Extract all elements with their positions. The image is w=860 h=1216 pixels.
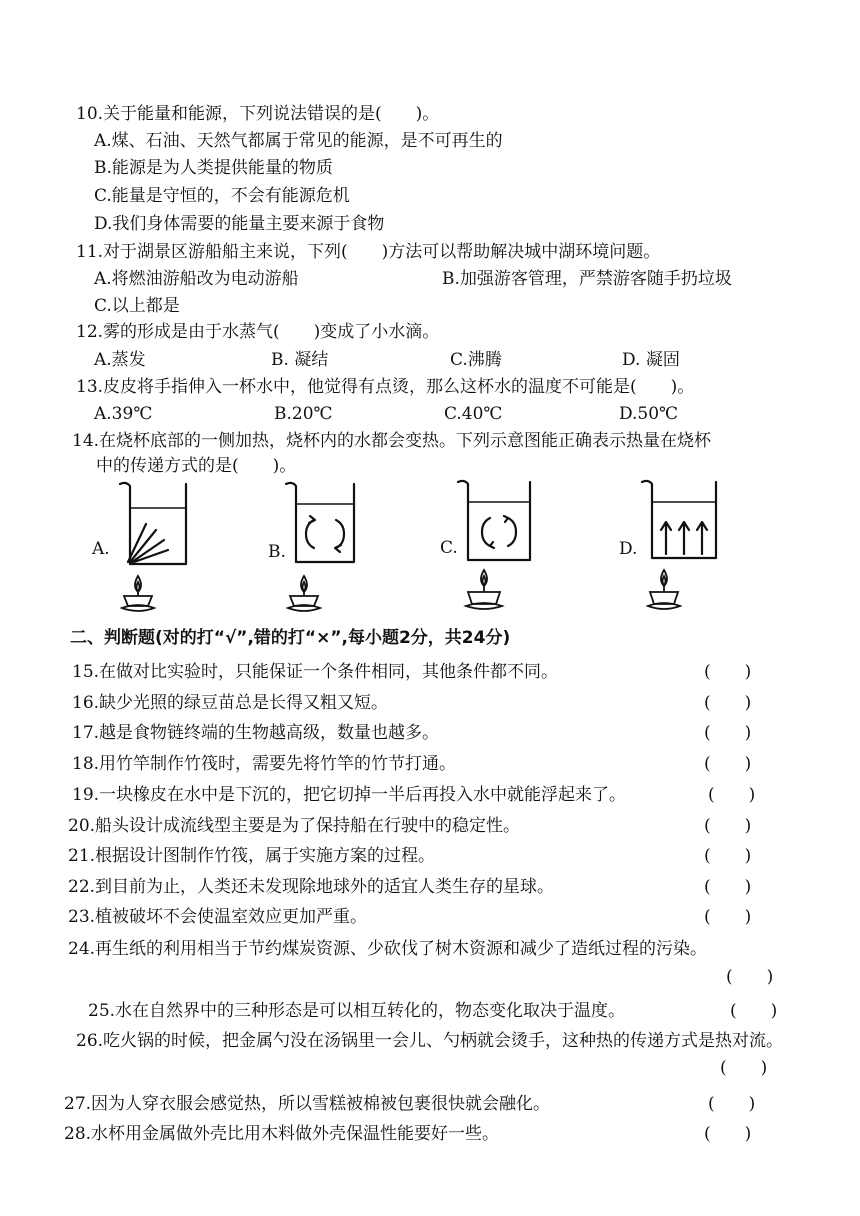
q11-option-a: A.将燃油游船改为电动游船 <box>94 269 299 289</box>
judge-item-20: 20.船头设计成流线型主要是为了保持船在行驶中的稳定性。 <box>68 816 521 836</box>
answer-blank-19[interactable]: ( ) <box>708 785 756 805</box>
judge-item-17: 17.越是食物链终端的生物越高级，数量也越多。 <box>72 723 440 743</box>
answer-blank-16[interactable]: ( ) <box>704 693 752 713</box>
q13-stem: 13.皮皮将手指伸入一杯水中，他觉得有点烫，那么这杯水的温度不可能是( )。 <box>76 377 695 397</box>
q12-option-c: C.沸腾 <box>450 350 502 370</box>
figure-label-a: A. <box>92 539 110 559</box>
q10-option-d: D.我们身体需要的能量主要来源于食物 <box>94 214 385 234</box>
q13-option-a: A.39℃ <box>94 404 153 424</box>
answer-blank-20[interactable]: ( ) <box>704 816 752 836</box>
q11-option-c: C.以上都是 <box>94 296 180 316</box>
q11-option-b: B.加强游客管理，严禁游客随手扔垃圾 <box>442 269 732 289</box>
answer-blank-21[interactable]: ( ) <box>704 846 752 866</box>
judge-item-23: 23.植被破坏不会使温室效应更加严重。 <box>68 907 368 927</box>
judge-item-21: 21.根据设计图制作竹筏，属于实施方案的过程。 <box>68 846 436 866</box>
beaker-diagram-b <box>282 478 362 618</box>
q12-option-b: B. 凝结 <box>271 350 329 370</box>
q12-option-d: D. 凝固 <box>622 350 680 370</box>
beaker-diagram-a <box>112 478 192 618</box>
q10-stem: 10.关于能量和能源，下列说法错误的是( )。 <box>76 104 440 124</box>
q13-option-b: B.20℃ <box>274 404 333 424</box>
q10-option-c: C.能量是守恒的，不会有能源危机 <box>94 186 350 206</box>
judge-item-22: 22.到目前为止，人类还未发现除地球外的适宜人类生存的星球。 <box>68 877 555 897</box>
figure-label-c: C. <box>440 538 458 558</box>
q10-option-b: B.能源是为人类提供能量的物质 <box>94 158 333 178</box>
judge-item-18: 18.用竹竿制作竹筏时，需要先将竹竿的竹节打通。 <box>72 754 457 774</box>
judge-item-15: 15.在做对比实验时，只能保证一个条件相同，其他条件都不同。 <box>72 662 559 682</box>
q11-stem: 11.对于湖景区游船船主来说，下列( )方法可以帮助解决城中湖环境问题。 <box>76 242 661 262</box>
beaker-diagram-d <box>640 476 724 616</box>
judge-item-25: 25.水在自然界中的三种形态是可以相互转化的，物态变化取决于温度。 <box>88 1001 626 1021</box>
answer-blank-18[interactable]: ( ) <box>704 754 752 774</box>
judge-item-28: 28.水杯用金属做外壳比用木料做外壳保温性能要好一些。 <box>64 1124 500 1144</box>
q10-option-a: A.煤、石油、天然气都属于常见的能源，是不可再生的 <box>94 131 503 151</box>
answer-blank-28[interactable]: ( ) <box>704 1124 752 1144</box>
q14-stem-line1: 14.在烧杯底部的一侧加热，烧杯内的水都会变热。下列示意图能正确表示热量在烧杯 <box>72 431 712 451</box>
q12-stem: 12.雾的形成是由于水蒸气( )变成了小水滴。 <box>76 322 440 342</box>
answer-blank-27[interactable]: ( ) <box>708 1094 756 1114</box>
beaker-diagram-c <box>456 476 536 616</box>
figure-label-d: D. <box>619 539 638 559</box>
judge-item-16: 16.缺少光照的绿豆苗总是长得又粗又短。 <box>72 693 389 713</box>
judge-item-27: 27.因为人穿衣服会感觉热，所以雪糕被棉被包裹很快就会融化。 <box>64 1094 551 1114</box>
answer-blank-24[interactable]: ( ) <box>726 967 774 987</box>
figure-label-b: B. <box>268 542 286 562</box>
judge-item-24: 24.再生纸的利用相当于节约煤炭资源、少砍伐了树木资源和减少了造纸过程的污染。 <box>68 939 708 959</box>
answer-blank-25[interactable]: ( ) <box>730 1001 778 1021</box>
answer-blank-23[interactable]: ( ) <box>704 907 752 927</box>
judge-item-19: 19.一块橡皮在水中是下沉的，把它切掉一半后再投入水中就能浮起来了。 <box>72 785 627 805</box>
answer-blank-17[interactable]: ( ) <box>704 723 752 743</box>
q13-option-d: D.50℃ <box>619 404 679 424</box>
answer-blank-15[interactable]: ( ) <box>704 662 752 682</box>
q13-option-c: C.40℃ <box>444 404 503 424</box>
judge-item-26: 26.吃火锅的时候，把金属勺没在汤锅里一会儿、勺柄就会烫手，这种热的传递方式是热对流。 <box>76 1031 784 1051</box>
q12-option-a: A.蒸发 <box>94 350 146 370</box>
answer-blank-22[interactable]: ( ) <box>704 877 752 897</box>
section-title-judgment: 二、判断题(对的打“√”,错的打“×”,每小题2分，共24分) <box>70 628 511 648</box>
q14-stem-line2: 中的传递方式的是( )。 <box>96 456 297 476</box>
answer-blank-26[interactable]: ( ) <box>720 1058 768 1078</box>
